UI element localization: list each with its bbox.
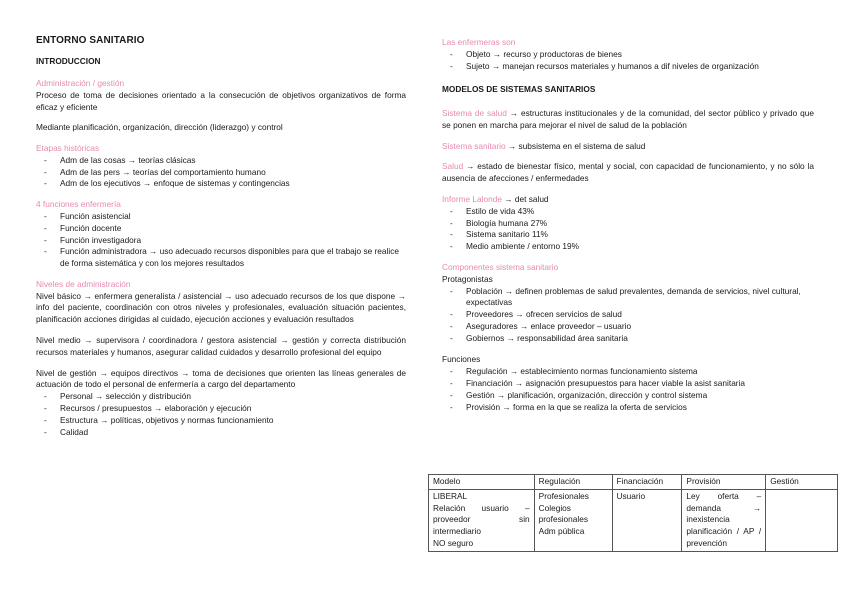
- list-item: - Biología humana 27%: [442, 218, 814, 230]
- funciones-list: [36, 211, 406, 270]
- funciones-right-list: [442, 366, 814, 413]
- table-header-provision: Provisión: [682, 475, 766, 490]
- table-header-regulacion: Regulación: [534, 475, 612, 490]
- list-item: - Función investigadora: [36, 235, 406, 247]
- sistema-sanitario-label: Sistema sanitario: [442, 140, 506, 151]
- right-column: [442, 37, 814, 422]
- nivel-medio-section: [36, 335, 406, 359]
- list-item: - Recursos / presupuestos → elaboración y ejecución: [36, 403, 406, 415]
- salud-label: Salud: [442, 161, 464, 172]
- page-title: ENTORNO SANITARIO: [36, 35, 145, 46]
- admin-heading: Administración / gestión: [36, 77, 125, 88]
- componentes-section: [442, 262, 814, 344]
- modelos-title-wrap: [442, 84, 814, 96]
- cell-line: NO seguro: [433, 537, 474, 548]
- funciones-right-section: [442, 354, 814, 413]
- modelos-table: [428, 474, 838, 552]
- cell-line: Usuario: [616, 490, 646, 501]
- etapas-section: [36, 143, 406, 190]
- cell-line: Relación usuario – proveedor sin intermediario: [433, 502, 530, 537]
- salud-section: [442, 161, 814, 185]
- list-item: - Calidad: [36, 427, 406, 439]
- cell-gestion: [766, 489, 838, 551]
- list-item: - Adm de las pers → teorías del comportamiento humano: [36, 167, 406, 179]
- list-item: - Provisión → forma en la que se realiza la oferta de servicios: [442, 402, 814, 414]
- list-item: - Función administradora → uso adecuado recursos disponibles para que el trabajo se realice de forma sistemática y con los mejores resultados: [36, 246, 406, 270]
- cell-provision: [682, 489, 766, 551]
- list-item: - Objeto → recurso y productoras de bienes: [442, 49, 814, 61]
- componentes-heading: Componentes sistema sanitario: [442, 261, 559, 272]
- funciones-label: Funciones: [442, 354, 481, 365]
- funciones-heading: 4 funciones enfermería: [36, 199, 121, 210]
- sistema-salud-text: → estructuras institucionales y de la comunidad, del sector público y privado que se ponen en marcha para mejorar el nivel de salud de la población: [442, 108, 814, 130]
- admin-means-text: Mediante planificación, organización, dirección (liderazgo) y control: [36, 122, 283, 133]
- admin-section: [36, 78, 406, 113]
- table-header-modelo: Modelo: [429, 475, 535, 490]
- sistema-salud-label: Sistema de salud: [442, 108, 507, 119]
- protagonistas-list: [442, 286, 814, 345]
- table-header-financiacion: Financiación: [612, 475, 682, 490]
- section-subtitle: INTRODUCCION: [36, 56, 101, 67]
- nivel-basico: Nivel básico → enfermera generalista / asistencial → uso adecuado recursos de los que dispone → info del paciente, coordinación con otros niveles y profesionales, evaluación situación pacientes, planificación acciones dirigidas al cuidado, ejecución acciones y evaluación resultados: [36, 290, 406, 325]
- sistema-sanitario-section: [442, 141, 814, 153]
- etapas-list: [36, 155, 406, 190]
- salud-text: → estado de bienestar físico, mental y social, con capacidad de funcionamiento, y no sólo la ausencia de afecciones / enfermedades: [442, 161, 814, 184]
- list-item: - Aseguradores → enlace proveedor – usuario: [442, 321, 814, 333]
- list-item: - Función docente: [36, 223, 406, 235]
- list-item: - Medio ambiente / entorno 19%: [442, 241, 814, 253]
- list-item: - Adm de las cosas → teorías clásicas: [36, 155, 406, 167]
- lalonde-section: [442, 194, 814, 253]
- cell-line: LIBERAL: [433, 490, 468, 501]
- cell-line: Profesionales: [538, 490, 589, 501]
- list-item: - Sistema sanitario 11%: [442, 229, 814, 241]
- modelos-title: MODELOS DE SISTEMAS SANITARIOS: [442, 84, 596, 95]
- list-item: - Sujeto → manejan recursos materiales y humanos a dif niveles de organización: [442, 61, 814, 73]
- cell-modelo: [429, 489, 535, 551]
- table-header-row: [429, 475, 838, 490]
- list-item: - Gobiernos → responsabilidad área sanitaria: [442, 333, 814, 345]
- list-item: - Estilo de vida 43%: [442, 206, 814, 218]
- list-item: - Gestión → planificación, organización, dirección y control sistema: [442, 390, 814, 402]
- niveles-heading: Niveles de administración: [36, 278, 131, 289]
- list-item: - Población → definen problemas de salud prevalentes, demanda de servicios, nivel cultural, expectativas: [442, 286, 814, 310]
- list-item: - Financiación → asignación presupuestos para hacer viable la asist sanitaria: [442, 378, 814, 390]
- table-header-gestion: Gestión: [766, 475, 838, 490]
- enfermeras-heading: Las enfermeras son: [442, 37, 516, 47]
- sistema-sanitario-text: → subsistema en el sistema de salud: [505, 140, 646, 151]
- lalonde-list: [442, 206, 814, 253]
- niveles-section: [36, 279, 406, 326]
- table-row: [429, 489, 838, 551]
- list-item: - Regulación → establecimiento normas funcionamiento sistema: [442, 366, 814, 378]
- list-item: - Personal → selección y distribución: [36, 391, 406, 403]
- admin-means: [36, 122, 406, 134]
- list-item: - Adm de los ejecutivos → enfoque de sistemas y contingencias: [36, 178, 406, 190]
- sistema-salud-section: [442, 108, 814, 132]
- nivel-gestion: Nivel de gestión → equipos directivos → toma de decisiones que orienten las líneas generales de actuación de todo el personal de enfermería a cargo del departamento: [36, 367, 406, 390]
- nivel-medio: Nivel medio → supervisora / coordinadora / gestora asistencial → gestión y correcta distribución recursos materiales y humanos, asegurar calidad cuidados y desarrollo profesional del equipo: [36, 335, 406, 357]
- left-column: [36, 34, 406, 447]
- list-item: - Proveedores → ofrecen servicios de salud: [442, 309, 814, 321]
- list-item: - Estructura → políticas, objetivos y normas funcionamiento: [36, 415, 406, 427]
- cell-line: Adm pública: [538, 526, 585, 537]
- list-item: - Función asistencial: [36, 211, 406, 223]
- cell-financiacion: [612, 489, 682, 551]
- admin-definition: Proceso de toma de decisiones orientado a la consecución de objetivos organizativos de forma eficaz y eficiente: [36, 89, 406, 112]
- cell-line: Ley oferta – demanda → inexistencia planificación / AP / prevención: [686, 490, 762, 548]
- enfermeras-list: [442, 49, 814, 73]
- lalonde-text: → det salud: [501, 194, 549, 205]
- enfermeras-section: [442, 37, 814, 72]
- nivel-gestion-section: [36, 368, 406, 439]
- funciones-section: [36, 199, 406, 270]
- protagonistas-label: Protagonistas: [442, 273, 493, 284]
- etapas-heading: Etapas históricas: [36, 143, 100, 154]
- cell-line: Colegios profesionales: [538, 502, 589, 525]
- lalonde-label: Informe Lalonde: [442, 194, 502, 205]
- gestion-list: [36, 391, 406, 438]
- cell-regulacion: [534, 489, 612, 551]
